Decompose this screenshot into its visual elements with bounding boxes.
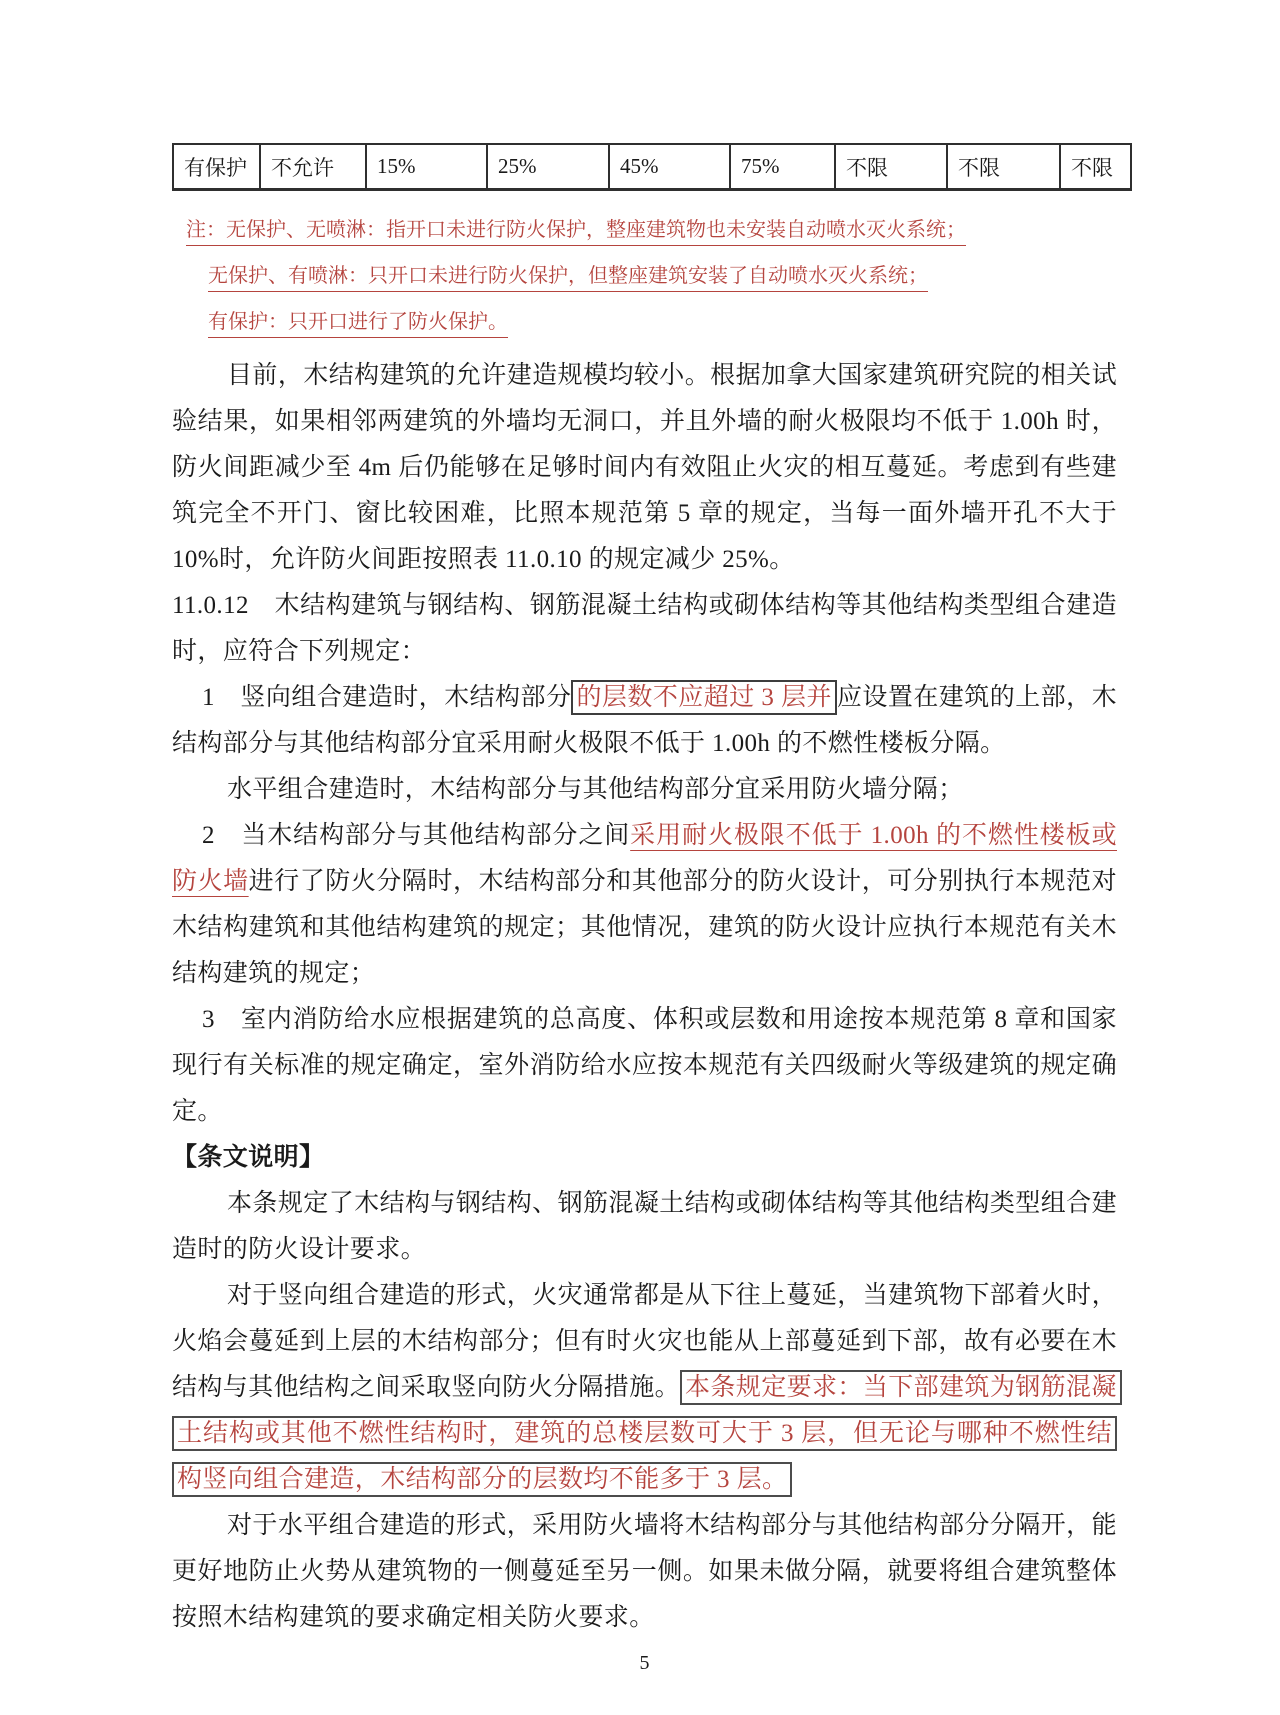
- clause-text: 11.0.12 木结构建筑与钢结构、钢筋混凝土结构或砌体结构等其他结构类型组合建造时，应符合下列规定：: [172, 592, 1117, 665]
- paragraph: [172, 1503, 1117, 1641]
- list-item: [172, 675, 1117, 767]
- heading-text: 【条文说明】: [172, 1144, 325, 1171]
- table-cell: 75%: [730, 144, 835, 190]
- paragraph-text: 目前，木结构建筑的允许建造规模均较小。根据加拿大国家建筑研究院的相关试验结果，如果相邻两建筑的外墙均无洞口，并且外墙的耐火极限均不低于 1.00h 时，防火间距减少至 4m 后仍能够在足够时间内有效阻止火灾的相互蔓延。考虑到有些建筑完全不开门、窗比较困难，比照本规范第 5 章的规定，当每一面外墙开孔不大于 10%时，允许防火间距按照表 11.0.10 的规定减少 25%。: [172, 362, 1117, 573]
- table-notes: [172, 207, 1130, 345]
- list-item: [172, 813, 1117, 997]
- underlined-red-text: 采用耐火极限不低于 1.00h 的不燃性楼板或防火墙: [172, 822, 1117, 895]
- red-box-text: 本条规定要求：当下部建筑为钢筋混凝土结构或其他不燃性结构时，建筑的总楼层数可大于 3 层，但无论与哪种不燃性结构竖向组合建造，木结构部分的层数均不能多于 3 层。: [172, 1370, 1122, 1497]
- item-text: 应设置在建筑的上部，木结构部分与其他结构部分宜采用耐火极限不低于 1.00h 的不燃性楼板分隔。: [172, 684, 1117, 757]
- paragraph-text: 对于水平组合建造的形式，采用防火墙将木结构部分与其他结构部分分隔开，能更好地防止火势从建筑物的一侧蔓延至另一侧。如果未做分隔，就要将组合建筑整体按照木结构建筑的要求确定相关防火要求。: [172, 1512, 1117, 1631]
- page-content: [172, 143, 1130, 1641]
- paragraph-text: 本条规定了木结构与钢结构、钢筋混凝土结构或砌体结构等其他结构类型组合建造时的防火设计要求。: [172, 1190, 1117, 1263]
- table-cell: 不限: [835, 144, 947, 190]
- paragraph-text: 对于竖向组合建造的形式，火灾通常都是从下往上蔓延，当建筑物下部着火时，火焰会蔓延到上层的木结构部分；但有时火灾也能从上部蔓延到下部，故有必要在木结构与其他结构之间采取竖向防火分隔措施。: [172, 1282, 1117, 1401]
- table-cell: 15%: [366, 144, 487, 190]
- item-text: 2 当木结构部分与其他结构部分之间: [202, 822, 631, 849]
- item-text: 1 竖向组合建造时，木结构部分: [202, 684, 572, 711]
- paragraph: [172, 1273, 1117, 1503]
- table-cell: 不允许: [260, 144, 366, 190]
- boxed-red-text: 的层数不应超过 3 层并: [571, 680, 837, 715]
- section-heading: [172, 1135, 1117, 1181]
- note-line: [172, 253, 1130, 299]
- table-cell: 25%: [487, 144, 609, 190]
- note-text: 无保护、有喷淋：只开口未进行防火保护，但整座建筑安装了自动喷水灭火系统；: [208, 265, 928, 292]
- table-cell: 45%: [609, 144, 730, 190]
- note-text: 注：无保护、无喷淋：指开口未进行防火保护，整座建筑物也未安装自动喷水灭火系统；: [186, 219, 966, 246]
- body-text: [172, 353, 1117, 1641]
- list-item: [172, 997, 1117, 1135]
- item-text: 进行了防火分隔时，木结构部分和其他部分的防火设计，可分别执行本规范对木结构建筑和其他结构建筑的规定；其他情况，建筑的防火设计应执行本规范有关木结构建筑的规定；: [172, 868, 1117, 987]
- paragraph: [172, 1181, 1117, 1273]
- table-cell: 不限: [1060, 144, 1131, 190]
- note-text: 有保护：只开口进行了防火保护。: [208, 311, 508, 338]
- paragraph: [172, 353, 1117, 583]
- note-line: [172, 207, 1130, 253]
- page-number: 5: [639, 1652, 650, 1674]
- data-table: [172, 143, 1132, 191]
- paragraph-text: 水平组合建造时，木结构部分与其他结构部分宜采用防火墙分隔；: [227, 776, 964, 803]
- table-cell: 有保护: [173, 144, 260, 190]
- clause-paragraph: [172, 583, 1117, 675]
- item-text: 3 室内消防给水应根据建筑的总高度、体积或层数和用途按本规范第 8 章和国家现行有关标准的规定确定，室外消防给水应按本规范有关四级耐火等级建筑的规定确定。: [172, 1006, 1117, 1125]
- paragraph: [172, 767, 1117, 813]
- note-line: [172, 299, 1130, 345]
- table-cell: 不限: [947, 144, 1060, 190]
- table-row: [173, 144, 1131, 190]
